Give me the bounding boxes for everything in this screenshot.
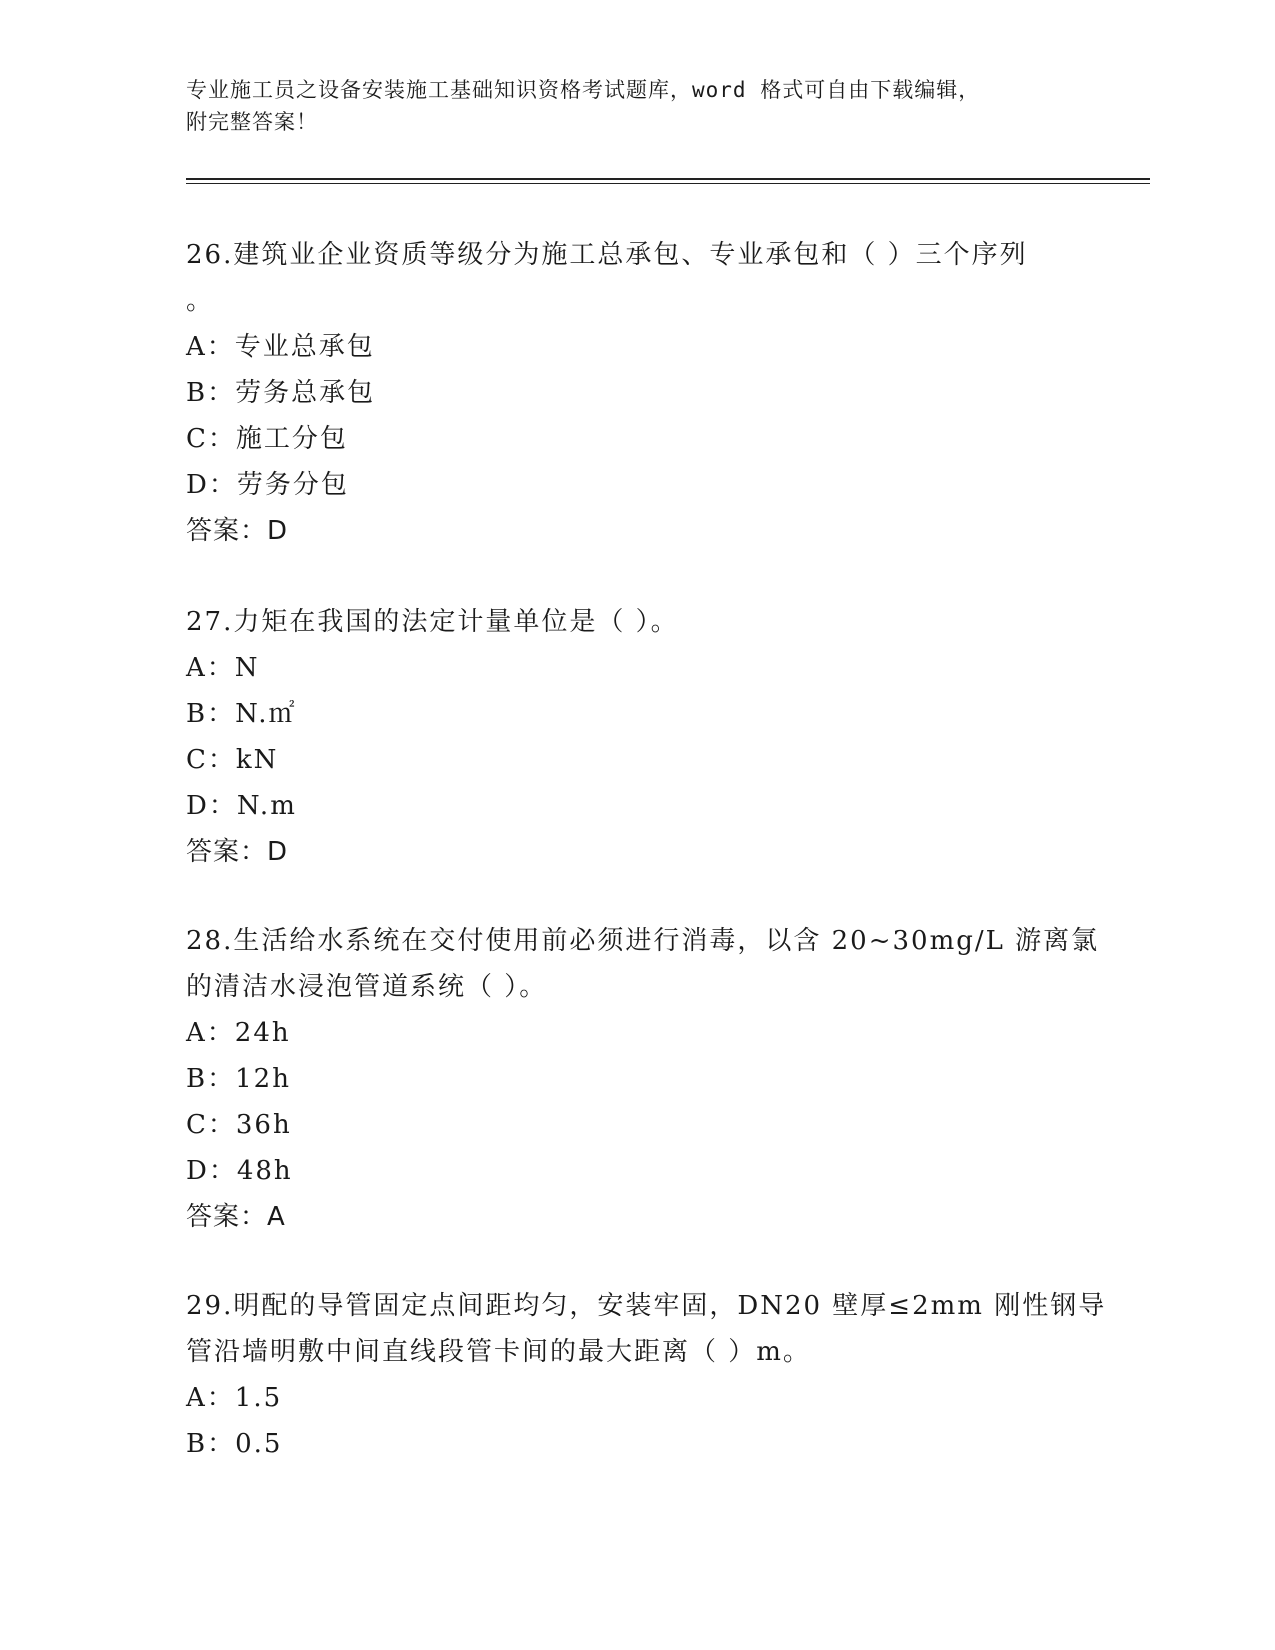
option-c: C：施工分包 [186,424,348,454]
answer: 答案：A [186,1202,286,1232]
option-d: D：48h [186,1156,293,1186]
option-b: B：0.5 [186,1429,283,1459]
answer: 答案：D [186,837,289,867]
question-stem [186,1283,1107,1375]
option-b: B：劳务总承包 [186,378,376,408]
question-stem [186,599,1086,645]
question-stem-line: 29.明配的导管固定点间距均匀，安装牢固，DN20 壁厚≤2mm 刚性钢导 [186,1291,1107,1321]
option-a: A：N [186,653,260,683]
question-27 [186,599,1086,875]
header-divider-bottom [186,183,1150,184]
option-c: C：36h [186,1110,292,1140]
question-stem-line: 26.建筑业企业资质等级分为施工总承包、专业承包和（ ）三个序列 [186,240,1028,270]
question-stem [186,918,1100,1010]
option-d: D：劳务分包 [186,470,349,500]
option-c: C：kN [186,745,279,775]
question-stem-line: 。 [186,286,215,316]
option-d: D：N.m [186,791,297,821]
question-stem-line: 管沿墙明敷中间直线段管卡间的最大距离（ ）m。 [186,1337,811,1367]
question-stem-line: 28.生活给水系统在交付使用前必须进行消毒，以含 20~30mg/L 游离氯 [186,926,1100,956]
answer: 答案：D [186,516,289,546]
option-b: B：N.㎡ [186,699,297,729]
option-b: B：12h [186,1064,291,1094]
question-29 [186,1283,1107,1467]
document-header [186,74,1086,138]
question-stem-line: 27.力矩在我国的法定计量单位是（ ）。 [186,607,679,637]
header-divider-top [186,178,1150,180]
question-28 [186,918,1100,1240]
question-stem-line: 的清洁水浸泡管道系统（ ）。 [186,972,548,1002]
header-line-1: 专业施工员之设备安装施工基础知识资格考试题库，word 格式可自由下载编辑， [186,78,981,102]
option-a: A：24h [186,1018,291,1048]
option-a: A：专业总承包 [186,332,375,362]
question-26 [186,232,1086,554]
option-a: A：1.5 [186,1383,283,1413]
header-line-2: 附完整答案！ [186,110,318,134]
question-stem [186,232,1086,324]
